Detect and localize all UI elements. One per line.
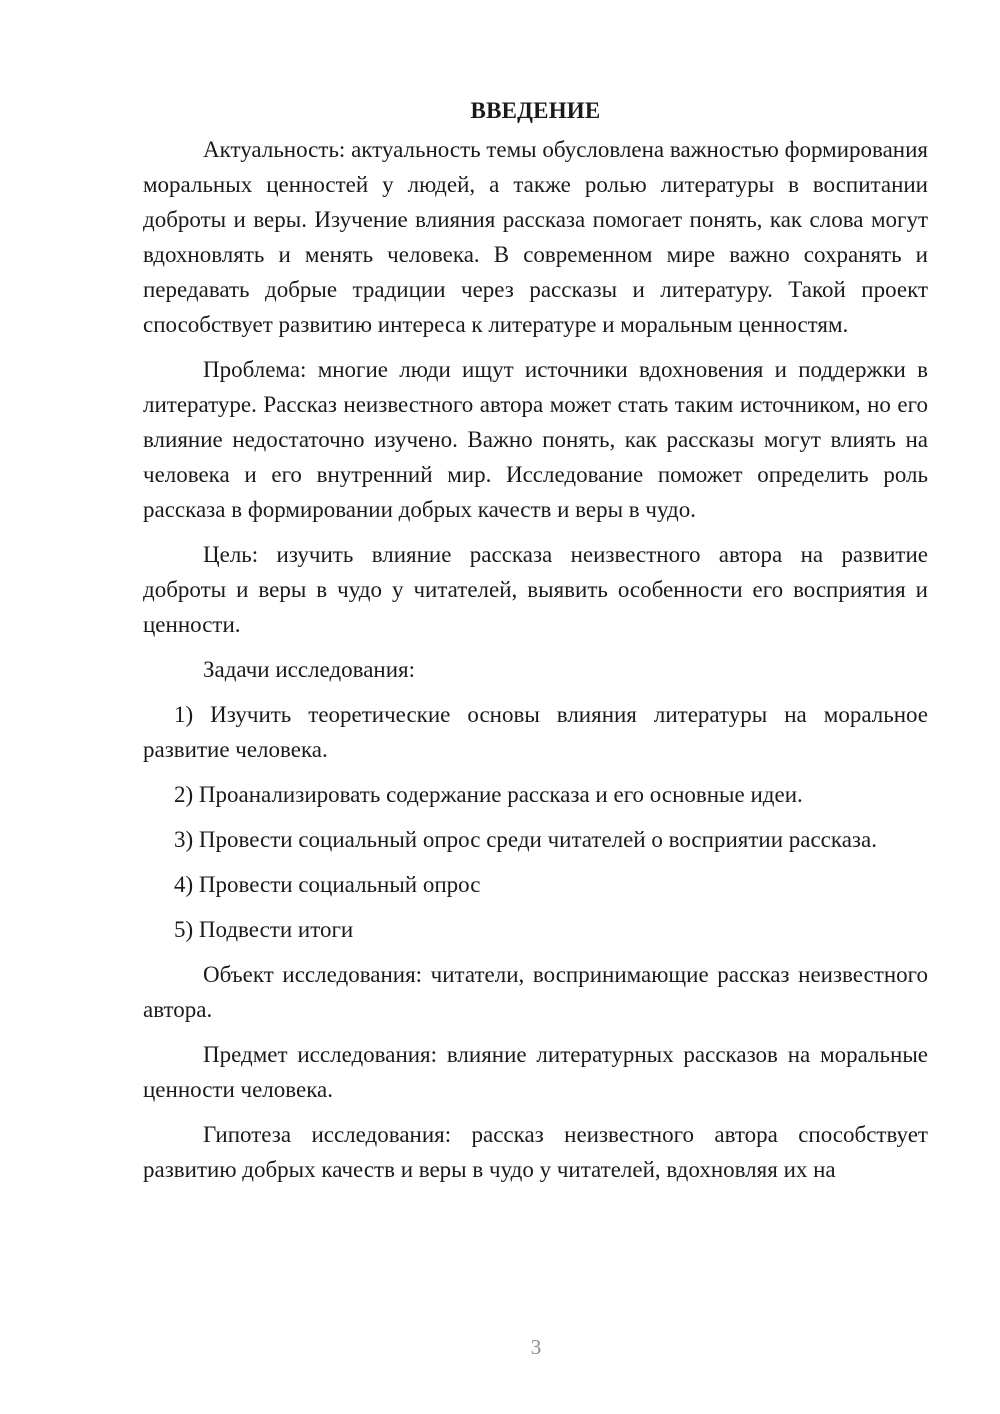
page-title: ВВЕДЕНИЕ — [470, 98, 601, 123]
document-body — [143, 95, 928, 1187]
task-item-3: 3) Провести социальный опрос среди читателей о восприятии рассказа. — [174, 827, 877, 852]
subject-paragraph: Предмет исследования: влияние литературных рассказов на моральные ценности человека. — [143, 1042, 928, 1102]
goal-paragraph: Цель: изучить влияние рассказа неизвестного автора на развитие доброты и веры в чудо у читателей, выявить особенности его восприятия и ценности. — [143, 542, 928, 637]
page-number: 3 — [530, 1335, 542, 1359]
task-item-4: 4) Провести социальный опрос — [174, 872, 481, 897]
task-item-2: 2) Проанализировать содержание рассказа и его основные идеи. — [174, 782, 803, 807]
problem-paragraph: Проблема: многие люди ищут источники вдохновения и поддержки в литературе. Рассказ неизвестного автора может стать таким источником, но его влияние недостаточно изучено. Важно понять, как рассказы могут влиять на человека и его внутренний мир. Исследование поможет определить роль рассказа в формировании добрых качеств и веры в чудо. — [143, 357, 928, 522]
task-item-1: 1) Изучить теоретические основы влияния литературы на моральное развитие человека. — [143, 702, 928, 762]
task-item-5: 5) Подвести итоги — [174, 917, 354, 942]
hypothesis-paragraph: Гипотеза исследования: рассказ неизвестного автора способствует развитию добрых качеств и веры в чудо у читателей, вдохновляя их на — [143, 1122, 928, 1182]
relevance-paragraph: Актуальность: актуальность темы обусловлена важностью формирования моральных ценностей у людей, а также ролью литературы в воспитании доброты и веры. Изучение влияния рассказа помогает понять, как слова могут вдохновлять и менять человека. В современном мире важно сохранять и передавать добрые традиции через рассказы и литературу. Такой проект способствует развитию интереса к литературе и моральным ценностям. — [143, 137, 928, 337]
object-paragraph: Объект исследования: читатели, воспринимающие рассказ неизвестного автора. — [143, 962, 928, 1022]
tasks-heading: Задачи исследования: — [203, 657, 416, 682]
